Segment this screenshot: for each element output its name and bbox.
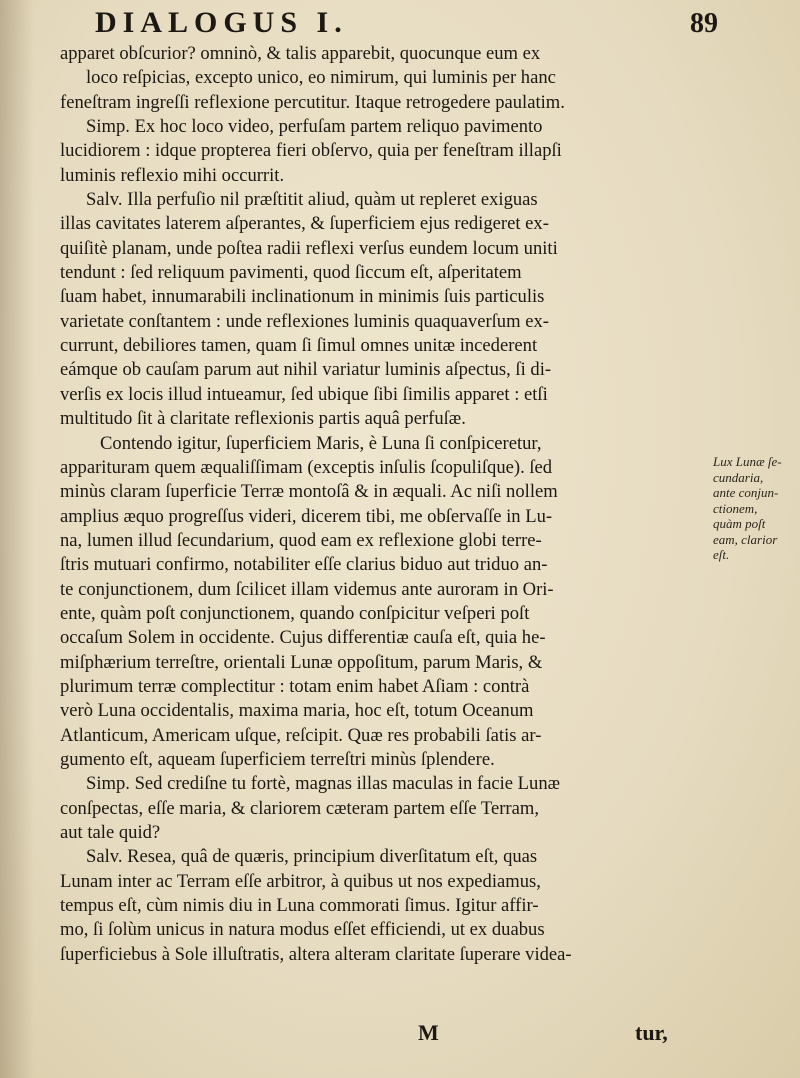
margin-note-line: eſt.	[713, 547, 730, 562]
body-text	[60, 42, 720, 967]
text-line: mo, ſi ſolùm unicus in natura modus eſſet efficiendi, ut ex duabus	[60, 919, 545, 941]
text-line: verſis ex locis illud intueamur, ſed ubique ſibi ſimilis apparet : etſi	[60, 383, 548, 405]
text-line: apparet obſcurior? omninò, & talis apparebit, quocunque eum ex	[60, 43, 541, 64]
text-line: Atlanticum, Americam uſque, reſcipit. Quæ res probabili ſatis ar-	[60, 724, 542, 746]
text-line: currunt, debiliores tamen, quam ſi ſimul omnes unitæ incederent	[60, 335, 538, 357]
text-line: Contendo igitur, ſuperficiem Maris, è Luna ſi conſpiceretur,	[100, 432, 542, 454]
text-line: amplius æquo progreſſus videri, dicerem tibi, me obſervaſſe in Lu-	[60, 505, 553, 527]
signature-mark: M	[418, 1020, 439, 1045]
text-line: na, lumen illud ſecundarium, quod eam ex reflexione globi terre-	[60, 529, 542, 551]
catchword: tur,	[635, 1020, 668, 1045]
text-line: tempus eſt, cùm nimis diu in Luna commorati ſimus. Igitur affir-	[60, 895, 539, 917]
text-line: ente, quàm poſt conjunctionem, quando conſpicitur veſperi poſt	[60, 602, 530, 624]
margin-note	[713, 454, 797, 563]
text-line: ſtris mutuari confirmo, notabiliter eſſe clarius biduo aut triduo an-	[60, 554, 548, 576]
page-gutter-shadow	[0, 0, 34, 1078]
text-line: Salv. Illa perfuſio nil præſtitit aliud, quàm ut repleret exiguas	[86, 189, 538, 211]
text-line: illas cavitates laterem aſperantes, & ſuperficiem ejus redigeret ex-	[60, 213, 549, 235]
text-line: plurimum terræ complectitur : totam enim habet Aſiam : contrà	[60, 675, 530, 697]
margin-note-line: ante conjun-	[713, 485, 779, 500]
text-line: Simp. Ex hoc loco video, perfuſam partem reliquo pavimento	[86, 116, 543, 138]
margin-note-line: ctionem,	[713, 500, 758, 516]
margin-note-line: quàm poſt	[713, 516, 766, 531]
text-line: eámque ob cauſam parum aut nihil variatur luminis aſpectus, ſi di-	[60, 359, 552, 381]
text-line: minùs claram ſuperficie Terræ montoſâ & in æquali. Ac niſi nollem	[60, 481, 558, 503]
text-line: miſphærium terreſtre, orientali Lunæ oppoſitum, parum Maris, &	[60, 651, 543, 673]
page-number: 89	[690, 8, 718, 39]
text-line: loco reſpicias, excepto unico, eo nimirum, qui luminis per hanc	[86, 67, 556, 89]
page-footer	[0, 1020, 800, 1056]
text-line: gumento eſt, aqueam ſuperficiem terreſtri minùs ſplendere.	[60, 748, 495, 770]
text-line: multitudo ſit à claritate reflexionis partis aquâ perfuſæ.	[60, 408, 466, 430]
text-line: lucidiorem : idque propterea fieri obſervo, quia per feneſtram illapſi	[60, 140, 562, 162]
text-line: Salv. Resea, quâ de quæris, principium diverſitatum eſt, quas	[86, 846, 538, 868]
page-header	[0, 6, 800, 46]
text-line: ſuam habet, innumarabili inclinationum in minimis ſuis particulis	[60, 286, 545, 308]
text-line: conſpectas, eſſe maria, & clariorem cæteram partem eſſe Terram,	[60, 797, 539, 819]
running-title: DIALOGUS I.	[95, 6, 348, 39]
text-line: Simp. Sed crediſne tu fortè, magnas illas maculas in facie Lunæ	[86, 773, 561, 795]
text-line: aut tale quid?	[60, 822, 161, 843]
text-line: varietate conſtantem : unde reflexiones luminis quaquaverſum ex-	[60, 310, 549, 332]
text-line: ſuperficiebus à Sole illuſtratis, altera alteram claritate ſuperare videa-	[60, 943, 572, 965]
text-line: occaſum Solem in occidente. Cujus differentiæ cauſa eſt, quia he-	[60, 627, 546, 649]
text-line: apparituram quem æqualiſſimam (exceptis inſulis ſcopuliſque). ſed	[60, 456, 553, 478]
text-line: luminis reflexio mihi occurrit.	[60, 164, 285, 186]
text-line: te conjunctionem, dum ſcilicet illam videmus ante auroram in Ori-	[60, 578, 554, 600]
text-line: tendunt : ſed reliquum pavimenti, quod ſiccum eſt, aſperitatem	[60, 262, 522, 284]
margin-note-line: cundaria,	[713, 469, 764, 485]
margin-note-line: eam, clarior	[713, 531, 778, 547]
text-line: Lunam inter ac Terram eſſe arbitror, à quibus ut nos expediamus,	[60, 870, 541, 892]
text-line: feneſtram ingreſſi reflexione percutitur. Itaque retrogedere paulatim.	[60, 91, 565, 113]
text-line: verò Luna occidentalis, maxima maria, hoc eſt, totum Oceanum	[60, 700, 534, 722]
text-line: quiſitè planam, unde poſtea radii reflexi verſus eundem locum uniti	[60, 237, 558, 259]
margin-note-line: Lux Lunæ ſe-	[713, 454, 782, 469]
